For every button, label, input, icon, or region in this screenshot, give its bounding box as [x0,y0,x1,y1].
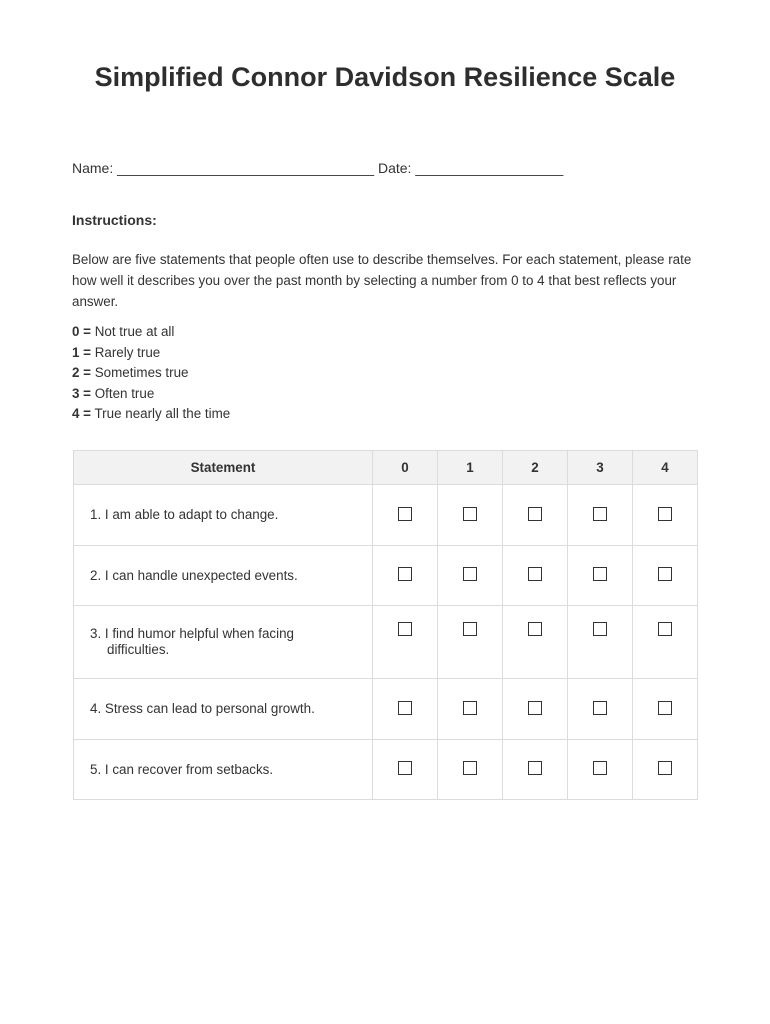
rating-cell [568,485,633,546]
rating-checkbox[interactable] [658,622,672,636]
name-date-line [72,160,563,176]
statement-cell [74,679,373,740]
statement-text: 3. I find humor helpful when facing [90,626,294,641]
rating-scale-legend [72,322,230,425]
rating-cell [633,546,698,606]
rating-checkbox[interactable] [463,761,477,775]
header-0: 0 [373,451,438,485]
table-row [74,485,698,546]
rating-checkbox[interactable] [593,507,607,521]
table-header-row [74,451,698,485]
rating-cell [373,740,438,800]
rating-cell [503,679,568,740]
scale-number: 1 = [72,344,91,360]
rating-checkbox[interactable] [658,567,672,581]
rating-cell [503,740,568,800]
scale-label: True nearly all the time [94,406,231,422]
statement-cell [74,546,373,606]
rating-checkbox[interactable] [463,622,477,636]
header-3: 3 [568,451,633,485]
rating-cell [568,546,633,606]
rating-cell [633,679,698,740]
instructions-text: Below are five statements that people often use to describe themselves. For each statement, please rate how well it describes you over the past month by selecting a number from 0 to 4 that best reflects your answer. [72,252,692,309]
rating-checkbox[interactable] [658,507,672,521]
date-label: Date: [377,160,412,176]
rating-checkbox[interactable] [593,622,607,636]
statement-text: 2. I can handle unexpected events. [90,567,298,583]
header-statement: Statement [74,451,373,485]
date-field[interactable]: ___________________ [415,160,564,176]
scale-item [72,343,230,364]
scale-number: 3 = [72,385,91,401]
rating-cell [373,485,438,546]
scale-item [72,363,230,384]
rating-cell [633,740,698,800]
scale-label: Rarely true [94,344,161,360]
rating-checkbox[interactable] [528,761,542,775]
rating-checkbox[interactable] [528,701,542,715]
scale-item [72,404,230,425]
scale-label: Often true [94,385,155,401]
rating-cell [503,485,568,546]
rating-checkbox[interactable] [658,701,672,715]
statement-text: 1. I am able to adapt to change. [90,507,279,522]
rating-cell [568,740,633,800]
rating-cell [373,546,438,606]
statement-cell [74,606,373,679]
rating-checkbox[interactable] [463,701,477,715]
table-row [74,740,698,800]
rating-checkbox[interactable] [528,567,542,581]
name-field[interactable]: _________________________________ [117,160,375,176]
rating-cell [503,606,568,679]
scale-item [72,322,230,343]
statement-text: 5. I can recover from setbacks. [90,761,274,777]
rating-checkbox[interactable] [398,507,412,521]
scale-label: Not true at all [94,324,175,339]
scale-number: 4 = [72,406,91,422]
scale-number: 2 = [72,365,91,381]
table-row [74,679,698,740]
scale-number: 0 = [72,324,91,339]
rating-cell [633,485,698,546]
page-title: Simplified Connor Davidson Resilience Scale [94,62,676,92]
rating-checkbox[interactable] [593,701,607,715]
header-4: 4 [633,451,698,485]
statement-cell [74,485,373,546]
rating-checkbox[interactable] [528,507,542,521]
rating-checkbox[interactable] [528,622,542,636]
rating-cell [438,485,503,546]
rating-checkbox[interactable] [398,567,412,581]
name-label: Name: [72,160,114,176]
scale-label: Sometimes true [94,365,189,381]
rating-cell [568,606,633,679]
rating-cell [568,679,633,740]
rating-checkbox[interactable] [398,622,412,636]
header-2: 2 [503,451,568,485]
rating-cell [438,606,503,679]
header-1: 1 [438,451,503,485]
rating-cell [438,679,503,740]
statement-text: 4. Stress can lead to personal growth. [90,701,315,716]
rating-checkbox[interactable] [593,567,607,581]
resilience-rating-table [73,450,698,800]
rating-checkbox[interactable] [463,507,477,521]
rating-checkbox[interactable] [398,761,412,775]
rating-cell [633,606,698,679]
rating-cell [373,679,438,740]
statement-text-continued: difficulties. [107,642,170,657]
instructions-heading: Instructions: [72,212,157,228]
rating-checkbox[interactable] [658,761,672,775]
table-row [74,606,698,679]
rating-checkbox[interactable] [463,567,477,581]
rating-cell [503,546,568,606]
rating-cell [438,546,503,606]
rating-checkbox[interactable] [398,701,412,715]
rating-cell [373,606,438,679]
rating-checkbox[interactable] [593,761,607,775]
table-row [74,546,698,606]
rating-cell [438,740,503,800]
scale-item [72,384,230,405]
statement-cell [74,740,373,800]
